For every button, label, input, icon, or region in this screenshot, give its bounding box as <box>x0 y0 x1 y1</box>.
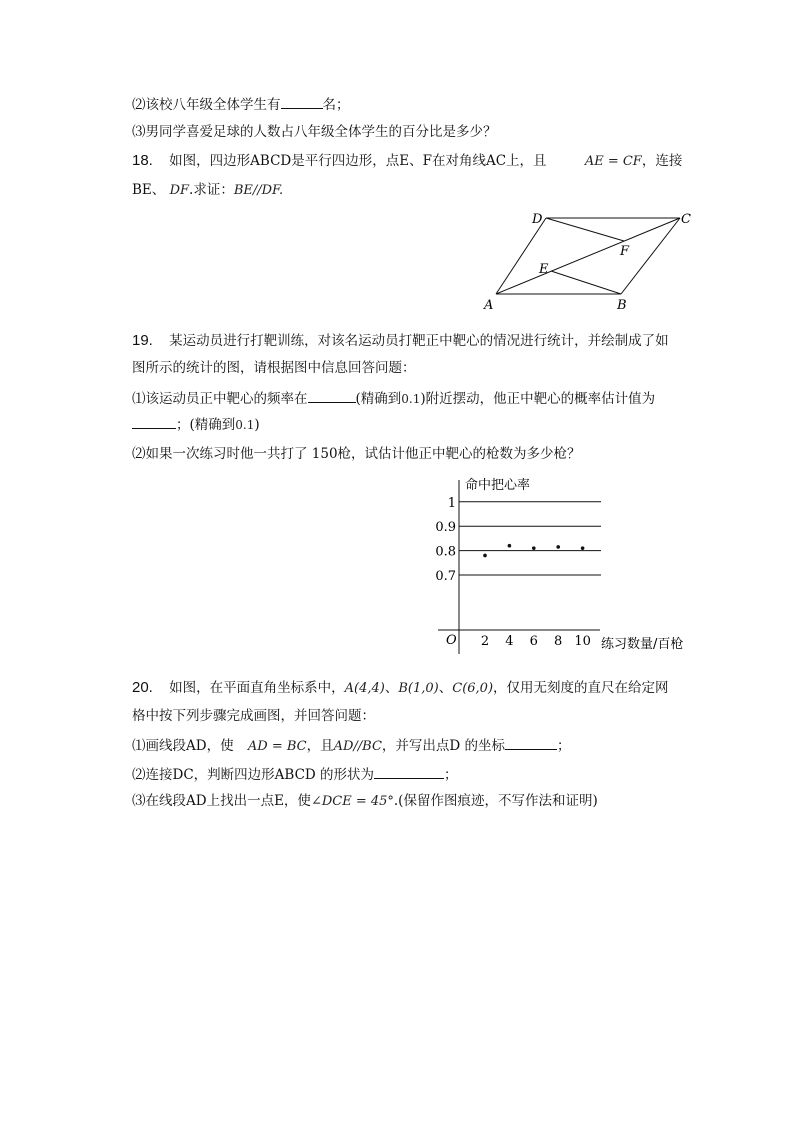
q18-line1 <box>132 152 682 171</box>
q18-df: DF <box>169 183 190 198</box>
q19-p1-a: ⑴该运动员正中靶心的频率在 <box>132 391 308 407</box>
q19-part2 <box>132 445 581 463</box>
q20-point-a: A(4,4) <box>344 681 385 696</box>
side-bc <box>621 218 680 294</box>
q20-d-coordinate-blank[interactable] <box>505 735 557 750</box>
parallelogram-figure <box>476 205 702 315</box>
diagonal-ac <box>496 218 680 294</box>
q20-p3-a: ⑶在线段AD上找出一点E，使 <box>132 793 311 809</box>
q20-line2 <box>132 707 375 725</box>
q20-p1-c: ，并写出点D 的坐标 <box>381 738 506 754</box>
q20-p3-angle: ∠DCE = 45° <box>310 794 394 809</box>
y-tick-label: 1 <box>447 495 456 511</box>
q18-text1: 如图，四边形ABCD是平行四边形，点E、F在对角线AC上，且 <box>169 153 547 169</box>
side-da <box>496 218 546 294</box>
q20-p1-a: ⑴画线段AD，使 <box>132 738 234 754</box>
q20-part1 <box>132 735 571 756</box>
segment-be <box>551 271 621 294</box>
q19-line1 <box>132 332 669 350</box>
data-point <box>483 554 487 558</box>
origin-label: O <box>446 633 457 648</box>
q19-p1-f: 0.1 <box>235 418 255 432</box>
q18-conclusion: BE//DF. <box>233 183 284 198</box>
q20-point-b: B(1,0) <box>398 681 439 696</box>
vertex-d-label: D <box>532 212 543 227</box>
q20-sep2: 、 <box>438 680 453 696</box>
y-tick-label: 0.7 <box>435 569 456 584</box>
q20-point-c: C(6,0) <box>452 681 494 696</box>
q19-part1-line1 <box>132 388 655 408</box>
q19-p1-d: )附近摆动，他正中靶心的概率估计值为 <box>420 391 656 407</box>
q20-p3-b: .(保留作图痕迹，不写作法和证明) <box>393 793 598 809</box>
x-tick-label: 2 <box>480 634 490 649</box>
q20-text2: ，仅用无刻度的直尺在给定网 <box>493 680 669 696</box>
y-axis-label: 命中把心率 <box>465 478 531 493</box>
q20-p2-b: ； <box>444 767 458 783</box>
q17-part2 <box>132 94 350 114</box>
data-point <box>508 544 512 548</box>
vertex-b-label: B <box>617 298 627 313</box>
q20-text1: 如图，在平面直角坐标系中， <box>169 680 345 696</box>
segment-df <box>546 218 624 241</box>
q19-p1-e: ；(精确到 <box>176 417 236 433</box>
x-axis-label: 练习数量/百枪 <box>601 637 684 652</box>
q20-p1-par: AD//BC <box>333 739 382 754</box>
vertex-a-label: A <box>484 298 494 313</box>
q17-part3 <box>132 123 497 141</box>
q19-line2 <box>132 359 416 377</box>
q18-text2: ，连接 <box>641 153 683 169</box>
q17-part2-suffix: 名； <box>322 97 350 113</box>
q20-p1-b: ，且 <box>306 738 334 754</box>
point-f-label: F <box>620 244 630 259</box>
x-tick-label: 8 <box>554 634 563 649</box>
q17-part2-text: ⑵该校八年级全体学生有 <box>132 97 281 113</box>
q20-part2 <box>132 764 458 784</box>
q20-part3 <box>132 792 598 811</box>
q18-line2 <box>132 181 283 200</box>
q20-shape-blank[interactable] <box>374 764 444 779</box>
q20-number: 20. <box>132 679 153 696</box>
vertex-c-label: C <box>681 212 691 227</box>
q20-sep1: 、 <box>384 680 399 696</box>
hit-rate-chart <box>430 472 700 658</box>
q19-p1-c: 0.1 <box>401 392 421 406</box>
q19-text1: 某运动员进行打靶训练，对该名运动员打靶正中靶心的情况进行统计，并绘制成了如 <box>169 333 669 349</box>
x-tick-label: 10 <box>574 634 591 649</box>
q19-part1-line2 <box>132 414 260 434</box>
q17-part3-text: ⑶男同学喜爱足球的人数占八年级全体学生的百分比是多少？ <box>132 124 497 140</box>
q19-probability-blank[interactable] <box>132 414 176 429</box>
data-point <box>556 545 560 549</box>
q19-p1-b: (精确到 <box>355 391 402 407</box>
q20-text3: 格中按下列步骤完成画图，并回答问题： <box>132 708 375 724</box>
q19-p1-g: ) <box>254 417 260 433</box>
q19-p2: ⑵如果一次练习时他一共打了 150枪，试估计他正中靶心的枪数为多少枪？ <box>132 446 581 462</box>
q17-answer-blank[interactable] <box>281 94 323 109</box>
data-point <box>532 546 536 550</box>
q20-p1-eq: AD = BC <box>247 739 307 754</box>
q20-p1-d: ； <box>557 738 571 754</box>
x-tick-label: 6 <box>529 634 538 649</box>
q18-text4: .求证： <box>189 182 234 198</box>
q18-text3: BE、 <box>132 182 166 198</box>
data-point <box>581 546 585 550</box>
x-tick-label: 4 <box>505 634 514 649</box>
point-e-label: E <box>539 262 549 277</box>
q18-condition: AE = CF <box>584 154 642 169</box>
y-tick-label: 0.9 <box>435 520 456 536</box>
q19-text2: 图所示的统计的图，请根据图中信息回答问题： <box>132 360 416 376</box>
q20-p2-a: ⑵连接DC，判断四边形ABCD 的形状为 <box>132 767 375 783</box>
y-tick-label: 0.8 <box>435 544 456 560</box>
q19-frequency-blank[interactable] <box>308 388 356 403</box>
q20-line1 <box>132 679 669 698</box>
q18-number: 18. <box>132 152 153 169</box>
q19-number: 19. <box>132 332 153 349</box>
